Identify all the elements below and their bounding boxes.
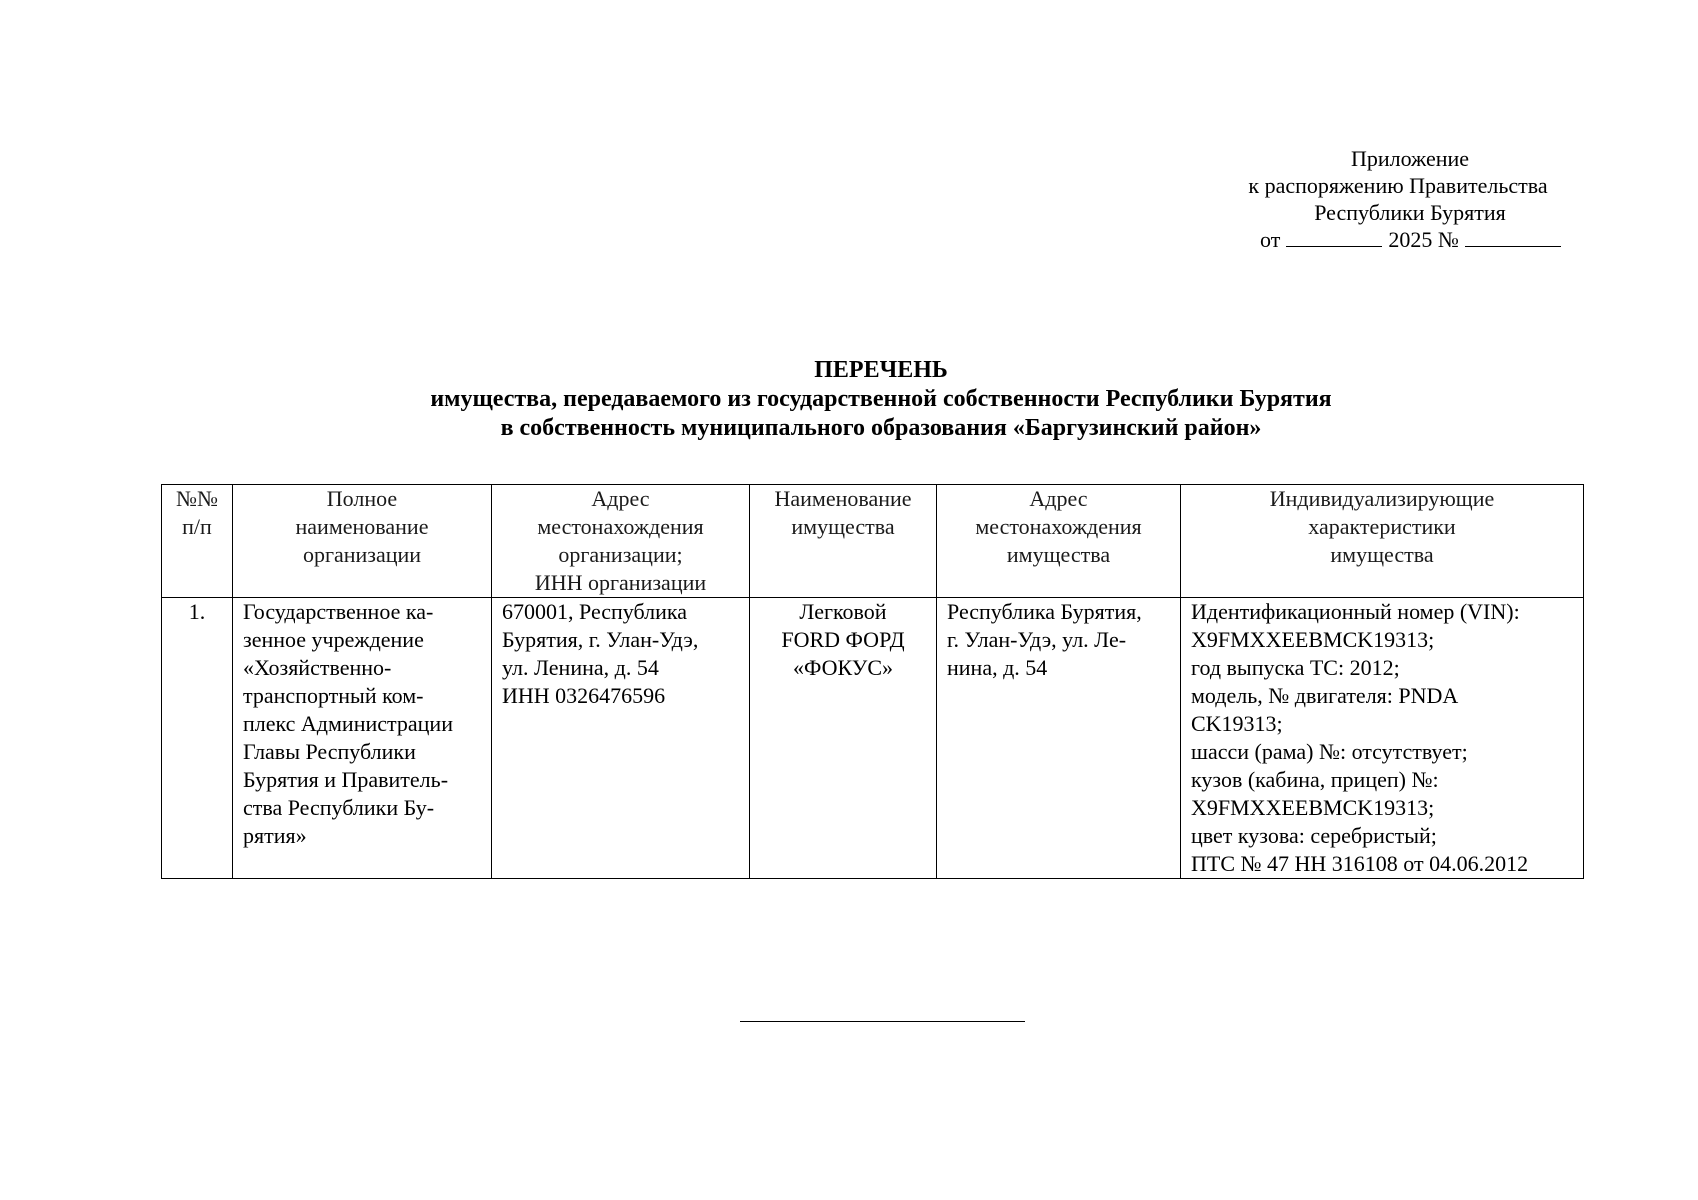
table-header-row bbox=[162, 485, 1584, 598]
date-blank bbox=[1286, 228, 1382, 247]
number-blank bbox=[1465, 228, 1561, 247]
title-heading: ПЕРЕЧЕНЬ bbox=[814, 357, 948, 383]
header-organization: Полное наименование организации bbox=[233, 485, 492, 598]
closing-divider bbox=[740, 1021, 1025, 1022]
cell-number: 1. bbox=[162, 598, 233, 879]
cell-organization: Государственное ка- зенное учреждение «Хозяйственно- транспортный ком- плекс Администрации Главы Республики Бурятия и Правитель- ства Республики Бу- рятия» bbox=[233, 598, 492, 879]
appendix-title: Приложение bbox=[1350, 146, 1470, 171]
cell-property-address: Республика Бурятия, г. Улан-Удэ, ул. Ле- нина, д. 54 bbox=[937, 598, 1181, 879]
cell-characteristics: Идентификационный номер (VIN): X9FMXXEEBMCK19313; год выпуска ТС: 2012; модель, № двигателя: PNDA CK19313; шасси (рама) №: отсутствует; кузов (кабина, прицеп) №: X9FMXXEEBMCK19313; цвет кузова: серебристый; ПТС № 47 НН 316108 от 04.06.2012 bbox=[1181, 598, 1584, 879]
table-row bbox=[162, 598, 1584, 879]
document-title bbox=[0, 356, 1698, 443]
property-table bbox=[161, 484, 1584, 879]
header-org-address: Адрес местонахождения организации; ИНН организации bbox=[492, 485, 750, 598]
date-prefix: от bbox=[1260, 227, 1281, 252]
header-property-name: Наименование имущества bbox=[750, 485, 937, 598]
cell-org-address: 670001, Республика Бурятия, г. Улан-Удэ, ул. Ленина, д. 54 ИНН 0326476596 bbox=[492, 598, 750, 879]
year-number-label: 2025 № bbox=[1388, 227, 1459, 252]
header-characteristics: Индивидуализирующие характеристики имущества bbox=[1181, 485, 1584, 598]
appendix-date-line bbox=[1240, 226, 1580, 253]
appendix-block bbox=[1240, 145, 1580, 253]
appendix-republic-line: Республики Бурятия bbox=[1314, 200, 1506, 225]
cell-property-name: Легковой FORD ФОРД «ФОКУС» bbox=[750, 598, 937, 879]
header-number: №№ п/п bbox=[162, 485, 233, 598]
appendix-order-line: к распоряжению Правительства bbox=[1248, 173, 1548, 198]
header-property-address: Адрес местонахождения имущества bbox=[937, 485, 1181, 598]
title-line-2: имущества, передаваемого из государственной собственности Республики Бурятия bbox=[430, 386, 1332, 412]
title-line-3: в собственность муниципального образования «Баргузинский район» bbox=[500, 415, 1262, 441]
